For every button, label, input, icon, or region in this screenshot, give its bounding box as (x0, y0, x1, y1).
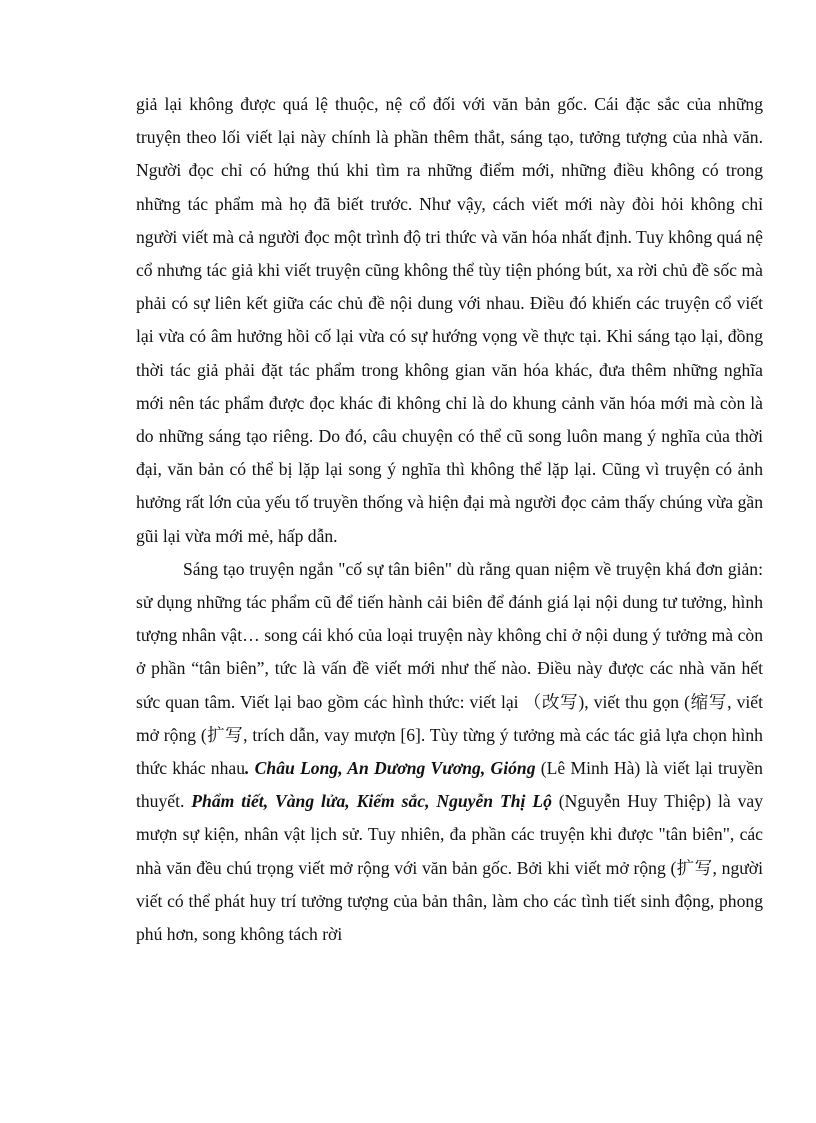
chinese-term-expand-2: 扩写 (676, 857, 713, 878)
paragraph-2-text-2: ), viết thu gọn ( (578, 691, 690, 712)
works-nguyen-huy-thiep: Phẩm tiết, Vàng lửa, Kiếm sắc, Nguyễn Thị Lộ (191, 791, 552, 812)
paragraph-2-text-7: , người viết có thể phát huy trí tưởng tượng của bản thân, làm cho các tình tiết sinh động, phong phú hơn, song không tách rời (136, 857, 764, 945)
paragraph-2 (136, 553, 763, 951)
paragraph-2-text-5: (Lê Minh Hà) là viết lại truyền thuyết. (136, 758, 763, 812)
bold-period: . (245, 758, 250, 779)
paragraph-2-text-6: (Nguyễn Huy Thiệp) là vay mượn sự kiện, nhân vật lịch sử. Tuy nhiên, đa phần các truyện khi được "tân biên", các nhà văn đều chú trọng viết mở rộng với văn bản gốc. Bởi khi viết mở rộng ( (136, 791, 763, 878)
chinese-term-rewrite: （改写 (523, 691, 579, 712)
paragraph-1: giả lại không được quá lệ thuộc, nệ cổ đối với văn bản gốc. Cái đặc sắc của những truyện theo lối viết lại này chính là phần thêm thắt, sáng tạo, tưởng tượng của nhà văn. Người đọc chỉ có hứng thú khi tìm ra những điểm mới, những điều không có trong những tác phẩm mà họ đã biết trước. Như vậy, cách viết mới này đòi hỏi không chỉ người viết mà cả người đọc một trình độ tri thức và văn hóa nhất định. Tuy không quá nệ cổ nhưng tác giả khi viết truyện cũng không thể tùy tiện phóng bút, xa rời chủ đề sốc mà phải có sự liên kết giữa các chủ đề nội dung với nhau. Điều đó khiến các truyện cổ viết lại vừa có âm hưởng hồi cố lại vừa có sự hướng vọng về thực tại. Khi sáng tạo lại, đồng thời tác giả phải đặt tác phẩm trong không gian văn hóa khác, đưa thêm những nghĩa mới nên tác phẩm được đọc khác đi không chỉ là do khung cảnh văn hóa mới mà còn là do những sáng tạo riêng. Do đó, câu chuyện có thể cũ song luôn mang ý nghĩa của thời đại, văn bản có thể bị lặp lại song ý nghĩa thì không thể lặp lại. Cũng vì truyện có ảnh hưởng rất lớn của yếu tố truyền thống và hiện đại mà người đọc cảm thấy chúng vừa gần gũi lại vừa mới mẻ, hấp dẫn. (136, 94, 763, 546)
paragraph-2-text-3: , viết mở rộng ( (136, 691, 763, 745)
chinese-term-condense: 缩写 (689, 691, 728, 712)
paragraph-2-text-1: Sáng tạo truyện ngắn "cố sự tân biên" dù rằng quan niệm về truyện khá đơn giản: sử dụng những tác phẩm cũ để tiến hành cải biên để đánh giá lại nội dung tư tưởng, hình tượng nhân vật… song cái khó của loại truyện này không chỉ ở nội dung ý tưởng mà còn ở phần “tân biên”, tức là vấn đề viết mới như thế nào. Điều này được các nhà văn hết sức quan tâm. Viết lại bao gồm các hình thức: viết lại (136, 558, 763, 712)
works-le-minh-ha: Châu Long, An Dương Vương, Gióng (249, 758, 536, 779)
chinese-term-expand: 扩写 (206, 724, 244, 745)
paragraph-2-text-4: , trích dẫn, vay mượn [6]. Tùy từng ý tưởng mà các tác giả lựa chọn hình thức khác nhau (136, 724, 763, 779)
body-text (136, 88, 763, 951)
